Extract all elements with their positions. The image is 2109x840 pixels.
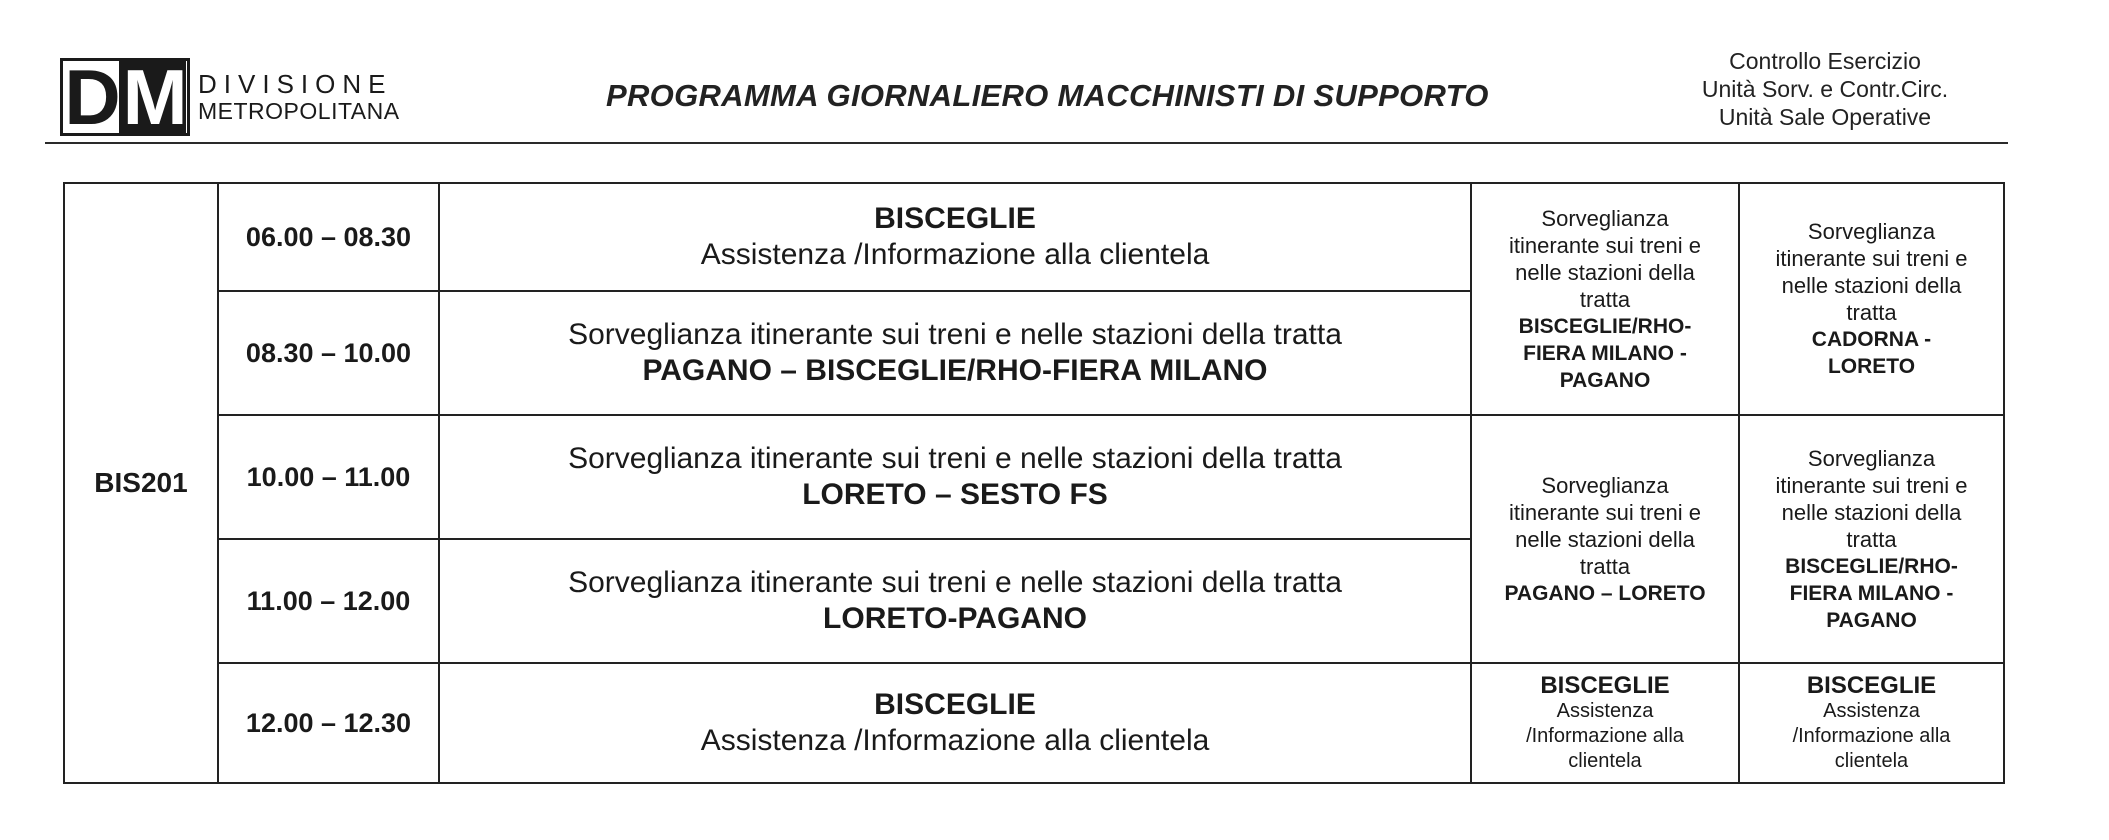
activity-route: LORETO-PAGANO <box>823 602 1087 635</box>
side-route-line: FIERA MILANO - <box>1523 341 1687 365</box>
side-text-line: nelle stazioni della <box>1781 273 1962 298</box>
side-route-line: LORETO <box>1827 355 1916 378</box>
logo-letter-m: M <box>119 58 186 136</box>
side-location: BISCEGLIE <box>1806 672 1937 699</box>
alt-assignment-b <box>1739 183 2004 415</box>
side-text-line: clientela <box>1834 750 1909 772</box>
activity-task: Assistenza /Informazione alla clientela <box>700 238 1210 271</box>
side-location: BISCEGLIE <box>1540 672 1670 699</box>
side-route-line: PAGANO – LORETO <box>1504 581 1706 605</box>
side-route-line: PAGANO <box>1826 608 1917 632</box>
activity-description <box>439 539 1471 663</box>
side-text-line: Assistenza <box>1823 700 1920 722</box>
table-row <box>64 183 2004 291</box>
logo-wordmark <box>198 58 400 136</box>
side-route-line: PAGANO <box>1559 368 1651 392</box>
side-text-line: itinerante sui treni e <box>1509 232 1701 258</box>
table-row <box>64 663 2004 783</box>
side-route-line: CADORNA - <box>1811 328 1932 351</box>
table-row <box>64 415 2004 539</box>
document-title: PROGRAMMA GIORNALIERO MACCHINISTI DI SUPPORTO <box>606 78 1489 113</box>
activity-route: PAGANO – BISCEGLIE/RHO-FIERA MILANO <box>642 354 1268 387</box>
alt-assignment-b <box>1739 415 2004 663</box>
time-slot: 08.30 – 10.00 <box>218 291 439 415</box>
side-text-line: clientela <box>1568 750 1642 772</box>
time-slot: 10.00 – 11.00 <box>218 415 439 539</box>
side-text-line: tratta <box>1846 300 1897 325</box>
activity-task: Sorveglianza itinerante sui treni e nelle stazioni della tratta <box>568 566 1342 599</box>
logo-line-metropolitana: METROPOLITANA <box>198 98 400 124</box>
dept-line-1: Controllo Esercizio <box>1729 48 1921 74</box>
dm-logo-mark <box>60 53 190 141</box>
side-text-line: nelle stazioni della <box>1781 499 1962 525</box>
division-logo <box>60 53 400 141</box>
time-slot: 06.00 – 08.30 <box>218 183 439 291</box>
alt-assignment-a <box>1471 415 1739 663</box>
activity-task: Assistenza /Informazione alla clientela <box>700 724 1210 757</box>
alt-assignment-b <box>1739 663 2004 783</box>
side-text-line: tratta <box>1579 286 1631 312</box>
side-text-line: itinerante sui treni e <box>1509 499 1701 525</box>
side-route-line: FIERA MILANO - <box>1789 581 1954 605</box>
side-route-line: BISCEGLIE/RHO- <box>1518 314 1692 338</box>
activity-description <box>439 183 1471 291</box>
side-text-line: itinerante sui treni e <box>1775 246 1968 271</box>
side-text-line: tratta <box>1846 526 1897 552</box>
side-text-line: nelle stazioni della <box>1515 526 1695 552</box>
alt-assignment-a <box>1471 183 1739 415</box>
side-text-line: Sorveglianza <box>1541 205 1669 231</box>
activity-description <box>439 663 1471 783</box>
side-text-line: /Informazione alla <box>1526 725 1684 747</box>
side-text-line: nelle stazioni della <box>1515 259 1695 285</box>
side-text-line: Sorveglianza <box>1807 219 1936 244</box>
side-text-line: Sorveglianza <box>1807 445 1936 471</box>
schedule-table <box>63 182 2005 784</box>
side-text-line: itinerante sui treni e <box>1775 472 1968 498</box>
side-text-line: Sorveglianza <box>1541 472 1669 498</box>
dept-line-2: Unità Sorv. e Contr.Circ. <box>1701 76 1949 102</box>
shift-code: BIS201 <box>64 183 218 783</box>
department-block <box>1660 47 1990 131</box>
header-divider <box>45 142 2008 144</box>
activity-location: BISCEGLIE <box>874 202 1036 235</box>
logo-letter-d: D <box>64 53 115 141</box>
time-slot: 11.00 – 12.00 <box>218 539 439 663</box>
activity-task: Sorveglianza itinerante sui treni e nelle stazioni della tratta <box>568 442 1342 475</box>
activity-description <box>439 291 1471 415</box>
time-slot: 12.00 – 12.30 <box>218 663 439 783</box>
side-text-line: Assistenza <box>1556 700 1654 722</box>
alt-assignment-a <box>1471 663 1739 783</box>
logo-line-divisione: DIVISIONE <box>198 69 393 99</box>
activity-location: BISCEGLIE <box>874 688 1036 721</box>
side-text-line: tratta <box>1579 553 1631 579</box>
side-text-line: /Informazione alla <box>1792 725 1951 747</box>
activity-description <box>439 415 1471 539</box>
side-route-line: BISCEGLIE/RHO- <box>1785 554 1958 578</box>
activity-task: Sorveglianza itinerante sui treni e nelle stazioni della tratta <box>568 318 1342 351</box>
activity-route: LORETO – SESTO FS <box>802 478 1108 511</box>
dept-line-3: Unità Sale Operative <box>1718 104 1932 130</box>
